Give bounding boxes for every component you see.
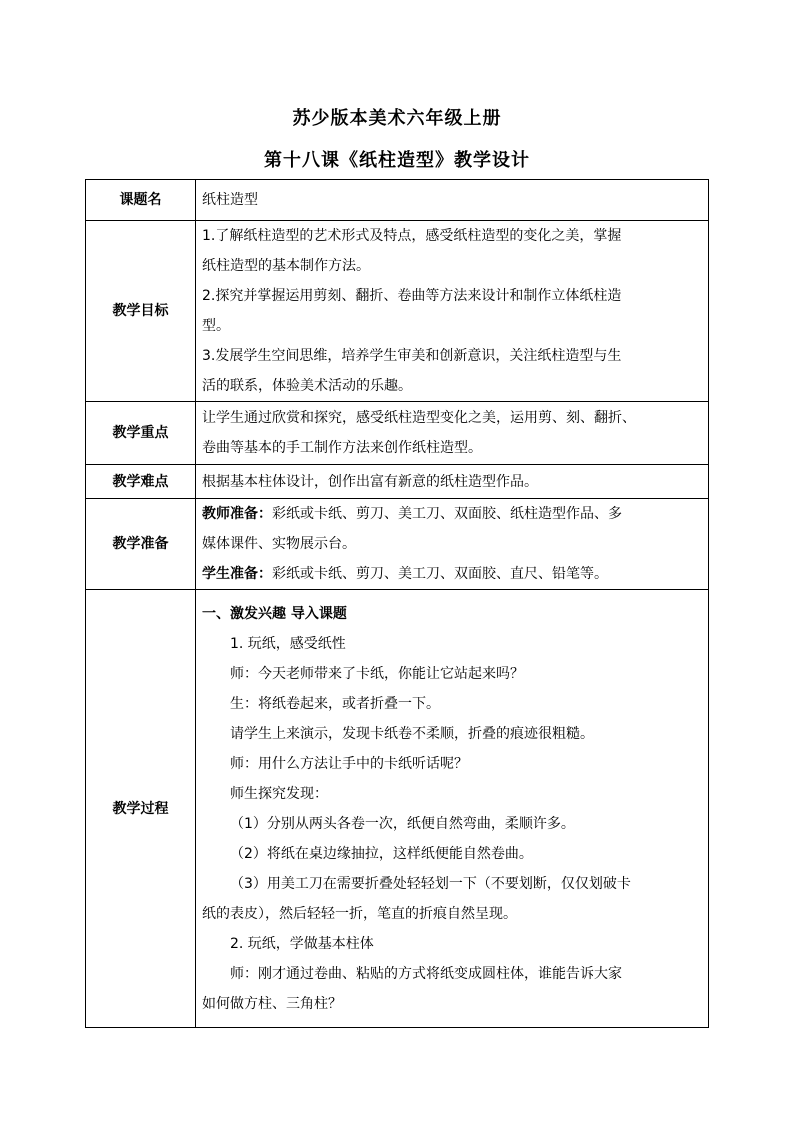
row-topic — [86, 180, 709, 221]
teacher-prep-line-2: 媒体课件、实物展示台。 — [202, 536, 356, 552]
objective-line: 2.探究并掌握运用剪刻、翻折、卷曲等方法来设计和制作立体纸柱造 — [202, 288, 622, 304]
process-line: 纸的表皮），然后轻轻一折，笔直的折痕自然呈现。 — [202, 905, 517, 922]
row-key-points — [86, 402, 709, 465]
value-process — [196, 590, 709, 1028]
process-line: 2. 玩纸，学做基本柱体 — [230, 935, 374, 952]
teacher-prep-label: 教师准备： — [202, 506, 272, 522]
row-objectives — [86, 221, 709, 402]
student-prep-text: 彩纸或卡纸、剪刀、美工刀、双面胶、直尺、铅笔等。 — [272, 566, 608, 582]
process-line: （1）分别从两头各卷一次，纸便自然弯曲，柔顺许多。 — [230, 815, 575, 832]
value-key-points — [196, 402, 709, 465]
teacher-prep-text: 彩纸或卡纸、剪刀、美工刀、双面胶、纸柱造型作品、多 — [272, 506, 622, 522]
objective-line: 活的联系，体验美术活动的乐趣。 — [202, 378, 412, 394]
lesson-plan-table — [85, 179, 709, 1028]
process-lines — [202, 629, 702, 1019]
process-line: 如何做方柱、三角柱？ — [202, 995, 342, 1012]
value-objectives — [196, 221, 709, 402]
row-difficulty — [86, 465, 709, 499]
objective-line: 3.发展学生空间思维，培养学生审美和创新意识，关注纸柱造型与生 — [202, 348, 622, 364]
label-preparation: 教学准备 — [86, 499, 196, 590]
objective-line: 1.了解纸柱造型的艺术形式及特点，感受纸柱造型的变化之美，掌握 — [202, 228, 622, 244]
label-topic: 课题名 — [86, 180, 196, 221]
doc-title: 苏少版本美术六年级上册 — [292, 108, 502, 129]
label-process: 教学过程 — [86, 590, 196, 1028]
process-line: （3）用美工刀在需要折叠处轻轻划一下（不要划断，仅仅划破卡 — [230, 875, 631, 892]
process-line: 生：将纸卷起来，或者折叠一下。 — [230, 695, 440, 712]
row-process — [86, 590, 709, 1028]
teacher-prep-line — [202, 499, 702, 529]
value-topic: 纸柱造型 — [196, 180, 709, 221]
row-preparation — [86, 499, 709, 590]
key-point-line: 卷曲等基本的手工制作方法来创作纸柱造型。 — [202, 440, 482, 456]
lesson-title: 第十八课《纸柱造型》教学设计 — [264, 150, 530, 171]
process-line: 师：用什么方法让手中的卡纸听话呢？ — [230, 755, 468, 772]
student-prep-line — [202, 559, 702, 589]
label-key-points: 教学重点 — [86, 402, 196, 465]
key-point-line: 让学生通过欣赏和探究，感受纸柱造型变化之美，运用剪、刻、翻折、 — [202, 410, 636, 426]
process-line: 请学生上来演示，发现卡纸卷不柔顺，折叠的痕迹很粗糙。 — [230, 725, 594, 742]
label-objectives: 教学目标 — [86, 221, 196, 402]
process-line: （2）将纸在桌边缘抽拉，这样纸便能自然卷曲。 — [230, 845, 533, 862]
process-line: 1. 玩纸，感受纸性 — [230, 635, 346, 652]
value-difficulty: 根据基本柱体设计，创作出富有新意的纸柱造型作品。 — [196, 465, 709, 499]
objective-line: 纸柱造型的基本制作方法。 — [202, 258, 370, 274]
objective-line: 型。 — [202, 318, 230, 334]
process-line: 师生探究发现： — [230, 785, 328, 802]
process-section-heading: 一、激发兴趣 导入课题 — [202, 605, 347, 622]
process-line: 师：今天老师带来了卡纸，你能让它站起来吗？ — [230, 665, 524, 682]
process-line: 师：刚才通过卷曲、粘贴的方式将纸变成圆柱体，谁能告诉大家 — [230, 965, 622, 982]
value-preparation — [196, 499, 709, 590]
label-difficulty: 教学难点 — [86, 465, 196, 499]
student-prep-label: 学生准备： — [202, 566, 272, 582]
